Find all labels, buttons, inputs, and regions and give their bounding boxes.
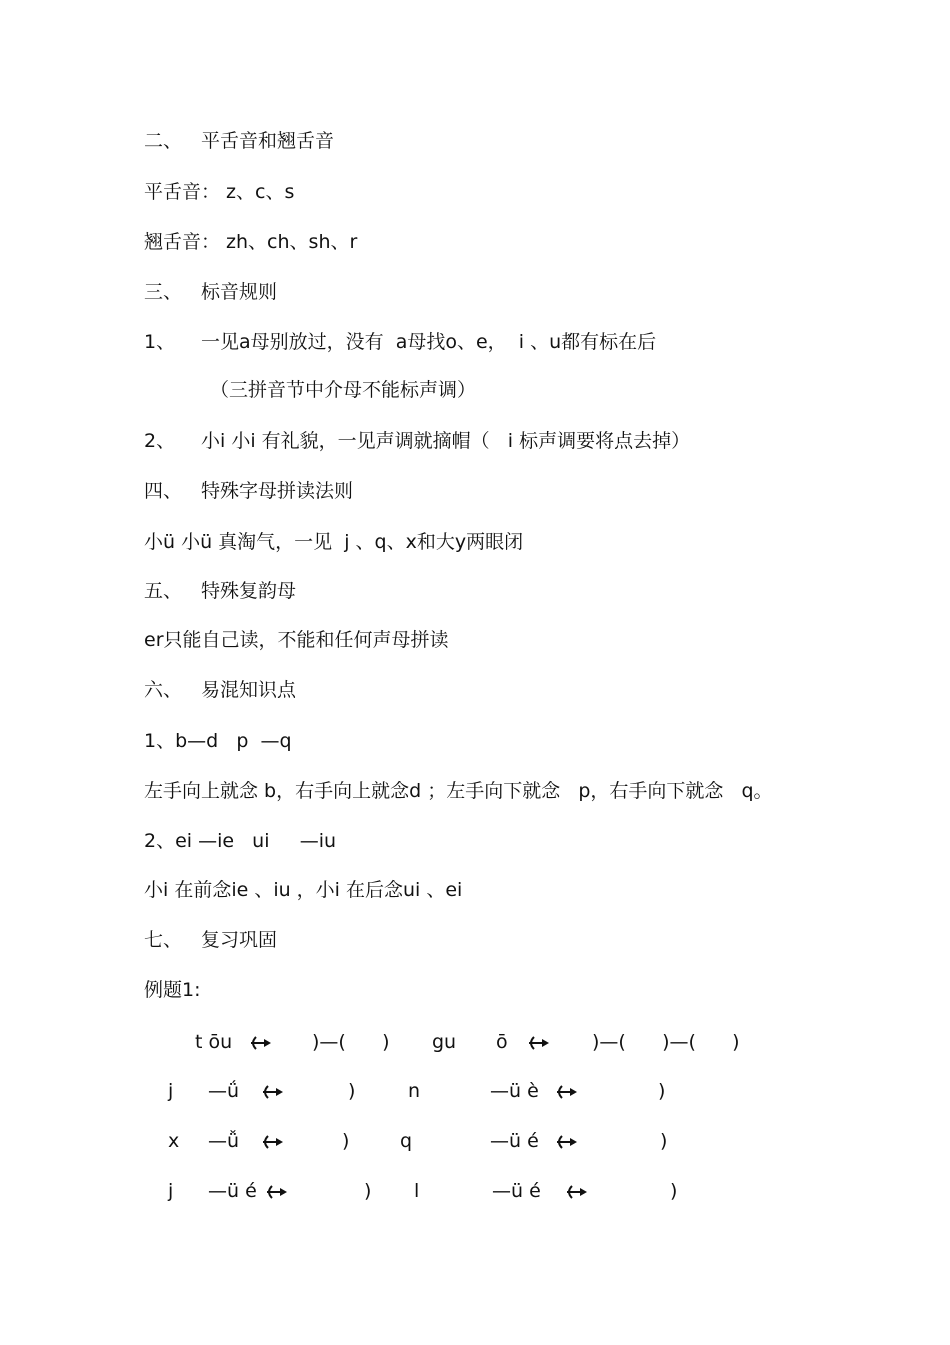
exercise-2b-initial: n [408, 1080, 421, 1102]
arrow-icon [524, 1029, 550, 1055]
exercise-1-blanks-a[interactable]: )—( ) [312, 1031, 390, 1053]
exercise-4b-final: —ü é [492, 1180, 541, 1202]
exercise-2b-blank[interactable]: ) [658, 1080, 666, 1102]
section-5-text: er只能自己读，不能和任何声母拼读 [144, 629, 449, 651]
rule-2-text: 小i 小i 有礼貌，一见声调就摘帽（ i 标声调要将点去掉） [201, 430, 691, 452]
exercise-2b-final: —ü è [490, 1080, 539, 1102]
section-4-number: 四、 [144, 480, 183, 502]
confusion-2-heading: 2、ei —ie ui —iu [144, 830, 337, 852]
arrow-icon [258, 1078, 284, 1104]
section-3-number: 三、 [144, 281, 183, 303]
exercise-4-final: —ü é [208, 1180, 257, 1202]
section-5-number: 五、 [144, 580, 183, 602]
arrow-icon [552, 1128, 578, 1154]
rule-1-number: 1、 [144, 331, 176, 353]
section-7-title: 复习巩固 [201, 929, 278, 951]
exercise-3b-initial: q [400, 1130, 413, 1152]
section-2-number: 二、 [144, 130, 183, 152]
exercise-2-blank[interactable]: ) [348, 1080, 356, 1102]
section-4-title: 特殊字母拼读法则 [201, 480, 354, 502]
exercise-3b-final: —ü é [490, 1130, 539, 1152]
exercise-2-initial: j [168, 1080, 174, 1102]
section-6-number: 六、 [144, 679, 183, 701]
arrow-icon [562, 1178, 588, 1204]
confusion-2-text: 小i 在前念ie 、iu ，小i 在后念ui 、ei [144, 879, 463, 901]
exercise-3-initial: x [168, 1130, 180, 1152]
arrow-icon [262, 1178, 288, 1204]
exercise-3-blank[interactable]: ) [342, 1130, 350, 1152]
flat-tongue-line: 平舌音： z、c、s [144, 181, 295, 203]
exercise-1-syllable-2-vowel: ō [496, 1031, 508, 1053]
example-label: 例题1: [144, 979, 201, 1001]
section-5-title: 特殊复韵母 [201, 580, 297, 602]
exercise-4b-blank[interactable]: ) [670, 1180, 678, 1202]
exercise-3-final: —ǚ [208, 1130, 240, 1152]
confusion-1-heading: 1、b—d p —q [144, 730, 292, 752]
exercise-3b-blank[interactable]: ) [660, 1130, 668, 1152]
section-3-title: 标音规则 [201, 281, 278, 303]
exercise-4-blank[interactable]: ) [364, 1180, 372, 1202]
section-7-number: 七、 [144, 929, 183, 951]
section-4-text: 小ü 小ü 真淘气，一见 j 、q、x和大y两眼闭 [144, 531, 524, 553]
exercise-1-blanks-b[interactable]: )—( )—( ) [592, 1031, 740, 1053]
exercise-4-initial: j [168, 1180, 174, 1202]
exercise-2-final: —ǘ [208, 1080, 240, 1102]
exercise-1-syllable: t ōu [195, 1031, 233, 1053]
exercise-4b-initial: l [414, 1180, 420, 1202]
section-2-title: 平舌音和翘舌音 [201, 130, 335, 152]
exercise-1-syllable-2: gu [432, 1031, 457, 1053]
arrow-icon [552, 1078, 578, 1104]
retroflex-line: 翘舌音： zh、ch、sh、r [144, 231, 358, 253]
arrow-icon [246, 1029, 272, 1055]
arrow-icon [258, 1128, 284, 1154]
rule-2-number: 2、 [144, 430, 176, 452]
section-6-title: 易混知识点 [201, 679, 297, 701]
rule-1-note: （三拼音节中介母不能标声调） [210, 379, 477, 401]
rule-1-text: 一见a母别放过，没有 a母找o、e， i 、u都有标在后 [201, 331, 657, 353]
confusion-1-text: 左手向上就念 b，右手向上就念d ；左手向下就念 p，右手向下就念 q。 [144, 780, 773, 802]
